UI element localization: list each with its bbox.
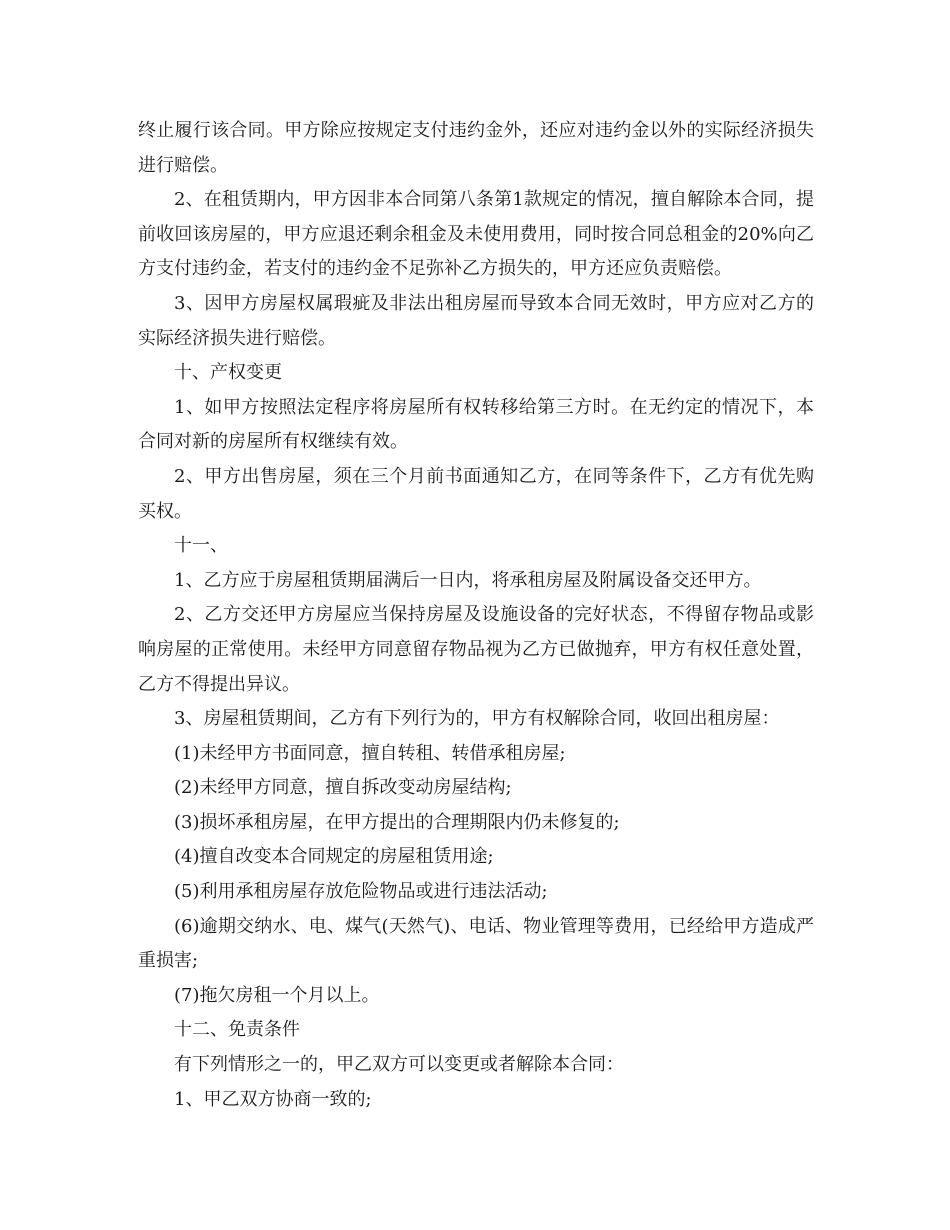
section-heading-10: 十、产权变更 (174, 362, 282, 384)
paragraph-clause-12-intro: 有下列情形之一的，甲乙双方可以变更或者解除本合同： (174, 1054, 624, 1076)
paragraph-clause-9-3: 3、因甲方房屋权属瑕疵及非法出租房屋而导致本合同无效时，甲方应对乙方的实际经济损失进行赔偿。 (138, 292, 814, 349)
list-item-6: (6)逾期交纳水、电、煤气(天然气)、电话、物业管理等费用，已经给甲方造成严重损害; (138, 915, 814, 972)
paragraph-continuation: 终止履行该合同。甲方除应按规定支付违约金外，还应对违约金以外的实际经济损失进行赔偿。 (138, 120, 814, 176)
list-item-7: (7)拖欠房租一个月以上。 (174, 984, 380, 1006)
document-body (138, 114, 814, 1117)
paragraph-clause-12-1: 1、甲乙双方协商一致的; (174, 1088, 372, 1110)
paragraph-clause-9-2: 2、在租赁期内，甲方因非本合同第八条第1款规定的情况，擅自解除本合同，提前收回该房屋的，甲方应退还剩余租金及未使用费用，同时按合同总租金的20%向乙方支付违约金，若支付的违约金不足弥补乙方损失的，甲方还应负责赔偿。 (138, 189, 814, 280)
section-heading-12: 十二、免责条件 (174, 1019, 300, 1041)
paragraph-clause-10-2: 2、甲方出售房屋，须在三个月前书面通知乙方，在同等条件下，乙方有优先购买权。 (138, 465, 814, 522)
paragraph-clause-11-2: 2、乙方交还甲方房屋应当保持房屋及设施设备的完好状态，不得留存物品或影响房屋的正常使用。未经甲方同意留存物品视为乙方已做抛弃，甲方有权任意处置，乙方不得提出异议。 (138, 604, 814, 695)
list-item-4: (4)擅自改变本合同规定的房屋租赁用途; (174, 846, 494, 868)
list-item-2: (2)未经甲方同意，擅自拆改变动房屋结构; (174, 777, 512, 799)
section-heading-11: 十一、 (174, 535, 228, 557)
list-item-5: (5)利用承租房屋存放危险物品或进行违法活动; (174, 881, 548, 903)
paragraph-clause-11-1: 1、乙方应于房屋租赁期届满后一日内，将承租房屋及附属设备交还甲方。 (174, 569, 762, 591)
paragraph-clause-11-3: 3、房屋租赁期间，乙方有下列行为的，甲方有权解除合同，收回出租房屋： (174, 708, 780, 730)
list-item-1: (1)未经甲方书面同意，擅自转租、转借承租房屋; (174, 742, 566, 764)
paragraph-clause-10-1: 1、如甲方按照法定程序将房屋所有权转移给第三方时。在无约定的情况下，本合同对新的房屋所有权继续有效。 (138, 396, 814, 453)
list-item-3: (3)损坏承租房屋，在甲方提出的合理期限内仍未修复的; (174, 811, 620, 833)
